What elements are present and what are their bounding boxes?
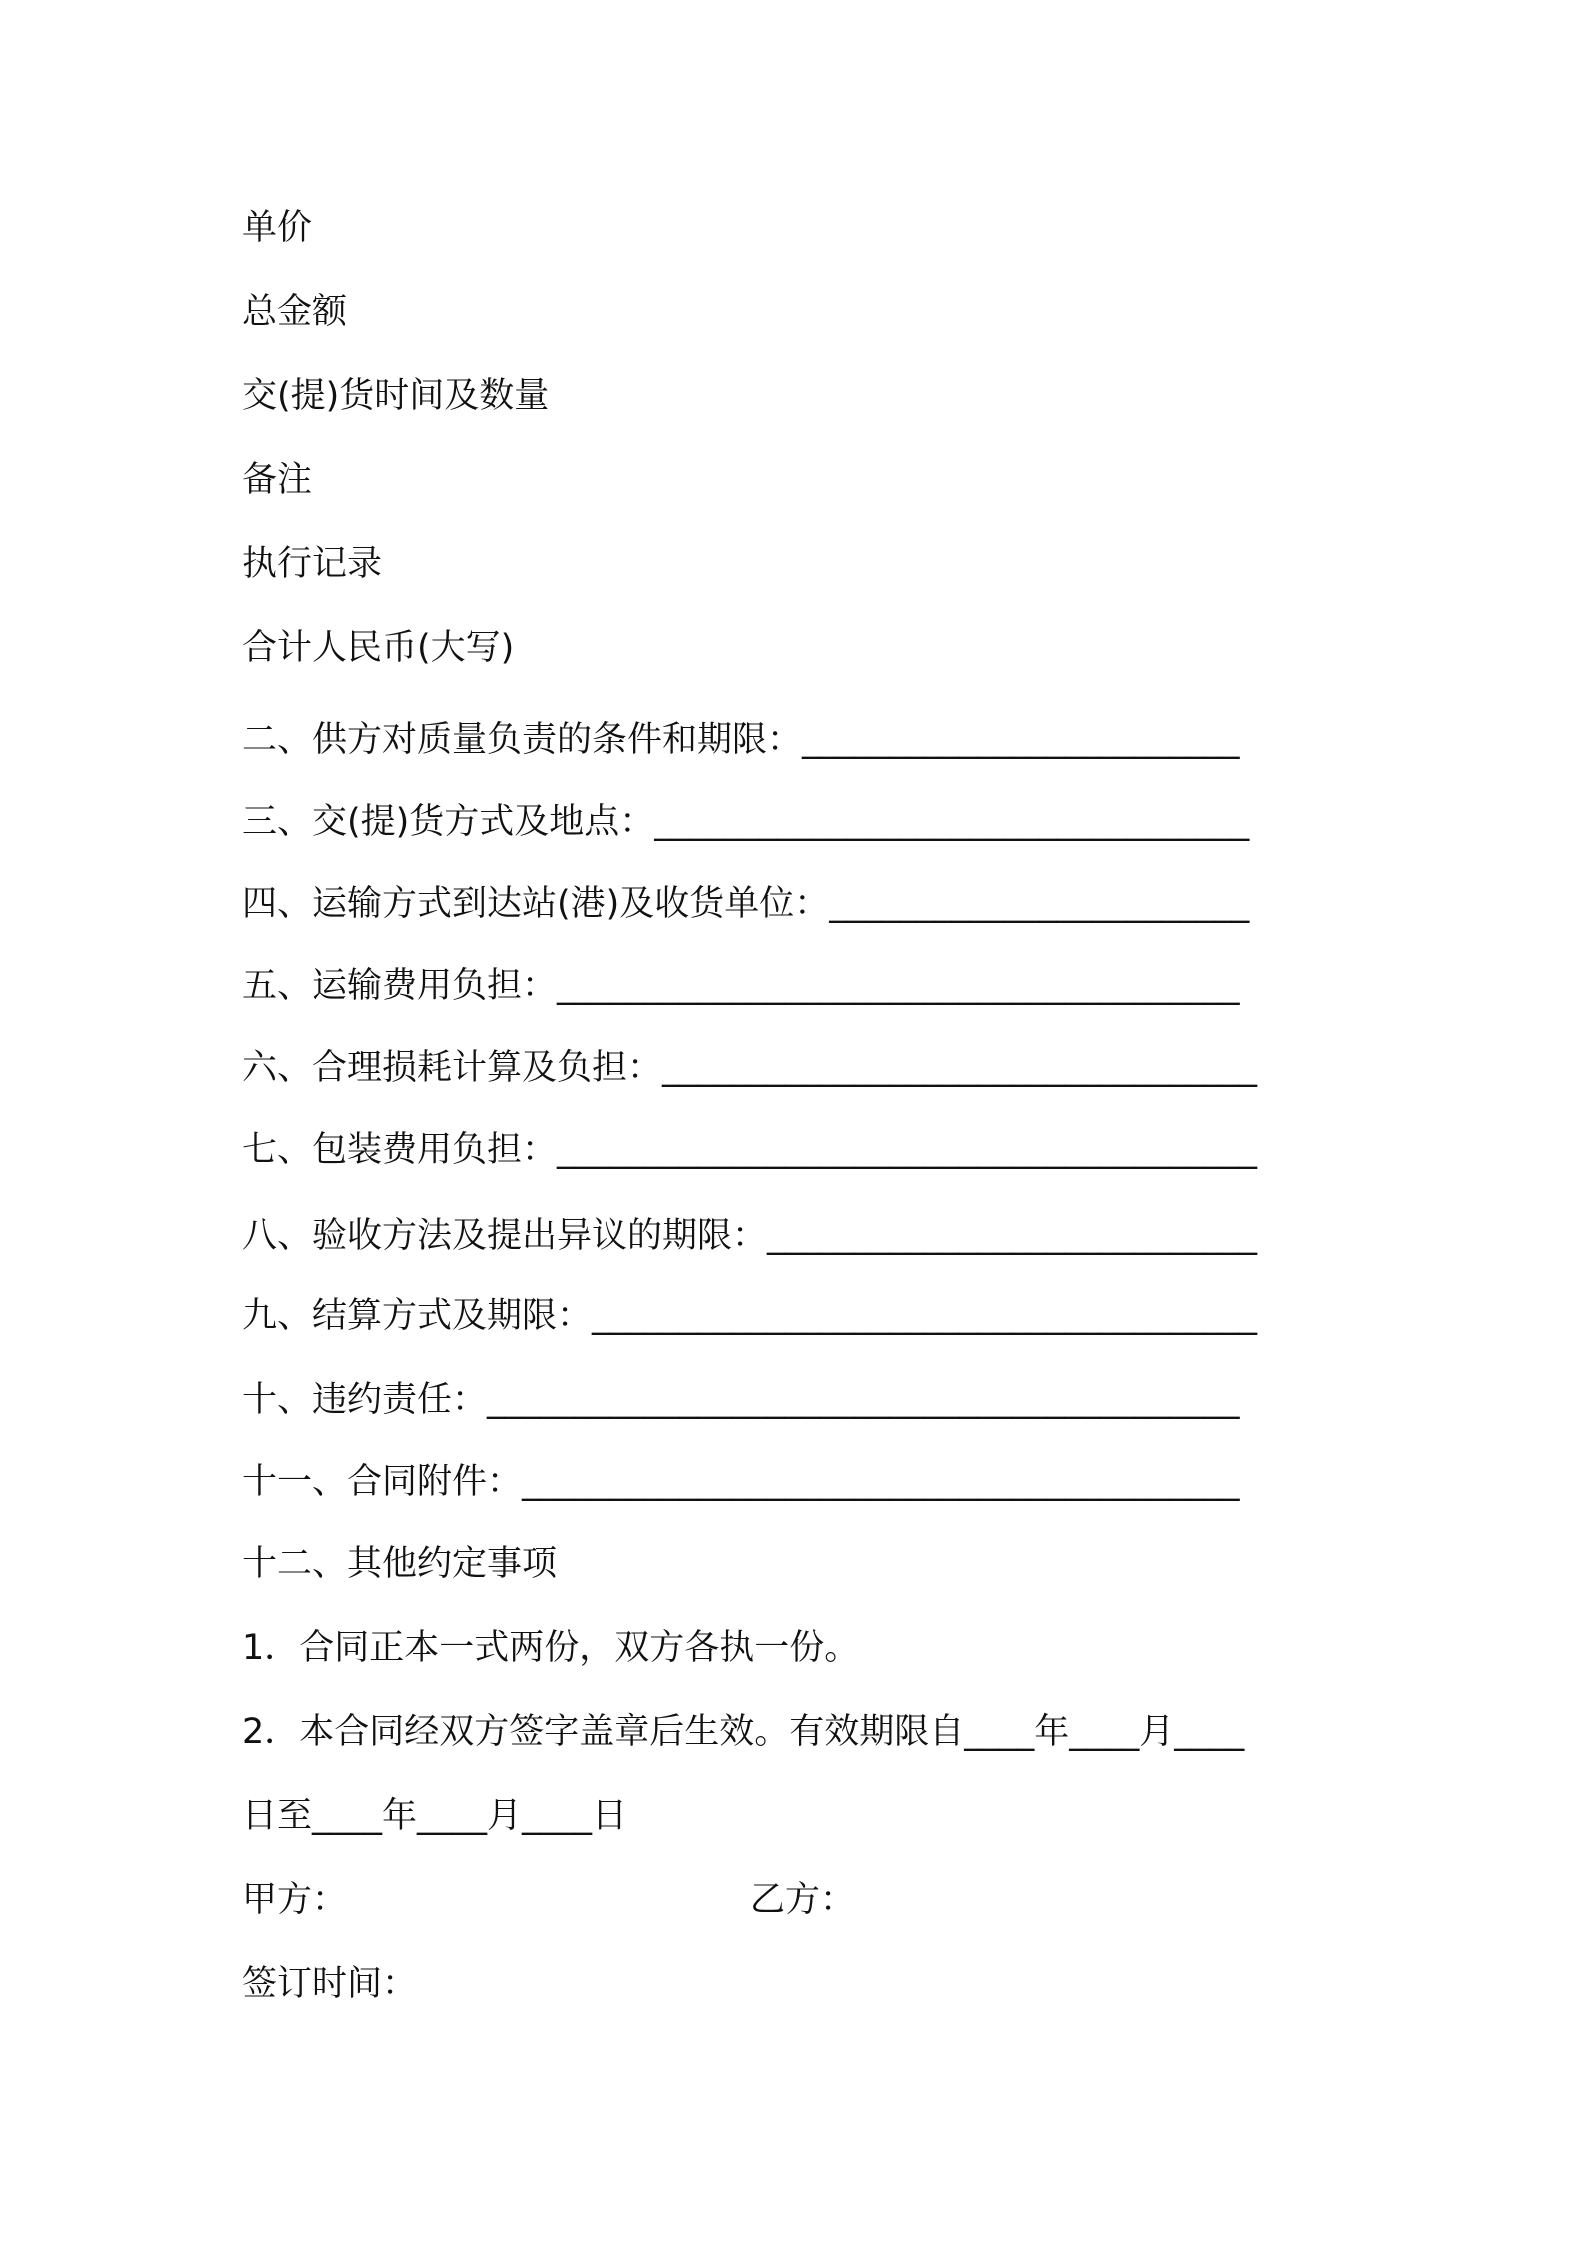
clause-packaging-cost: 七、包装费用负担：________________________________________ xyxy=(242,1130,1258,1170)
clause-settlement-method: 九、结算方式及期限：______________________________________ xyxy=(242,1296,1258,1336)
sign-date-label: 签订时间： xyxy=(242,1964,418,2004)
item-execution-record: 执行记录 xyxy=(242,544,383,584)
party-b-label: 乙方： xyxy=(750,1880,856,1920)
clause-other-matters: 十二、其他约定事项 xyxy=(242,1544,558,1584)
clause-delivery-method: 三、交(提)货方式及地点：__________________________________ xyxy=(242,802,1250,842)
item-unit-price: 单价 xyxy=(242,208,313,248)
agreement-validity: 2．本合同经双方签字盖章后生效。有效期限自____年____月____ xyxy=(242,1712,1245,1752)
agreement-copies: 1．合同正本一式两份，双方各执一份。 xyxy=(242,1628,860,1668)
item-delivery-time-quantity: 交(提)货时间及数量 xyxy=(242,376,550,416)
clause-contract-attachments: 十一、合同附件：_________________________________________ xyxy=(242,1462,1240,1502)
clause-loss-calculation: 六、合理损耗计算及负担：__________________________________ xyxy=(242,1048,1258,1088)
clause-quality-responsibility: 二、供方对质量负责的条件和期限：_________________________ xyxy=(242,720,1240,760)
agreement-validity-end: 日至____年____月____日 xyxy=(242,1796,628,1836)
clause-transport-destination: 四、运输方式到达站(港)及收货单位：________________________ xyxy=(242,884,1250,924)
party-a-label: 甲方： xyxy=(242,1880,348,1920)
item-total-amount: 总金额 xyxy=(242,292,348,332)
item-remarks: 备注 xyxy=(242,460,313,500)
item-total-rmb-uppercase: 合计人民币(大写) xyxy=(242,628,515,668)
clause-breach-liability: 十、违约责任：___________________________________________ xyxy=(242,1380,1240,1420)
clause-transport-cost: 五、运输费用负担：_______________________________________ xyxy=(242,966,1240,1006)
clause-acceptance-method: 八、验收方法及提出异议的期限：____________________________ xyxy=(242,1216,1258,1256)
